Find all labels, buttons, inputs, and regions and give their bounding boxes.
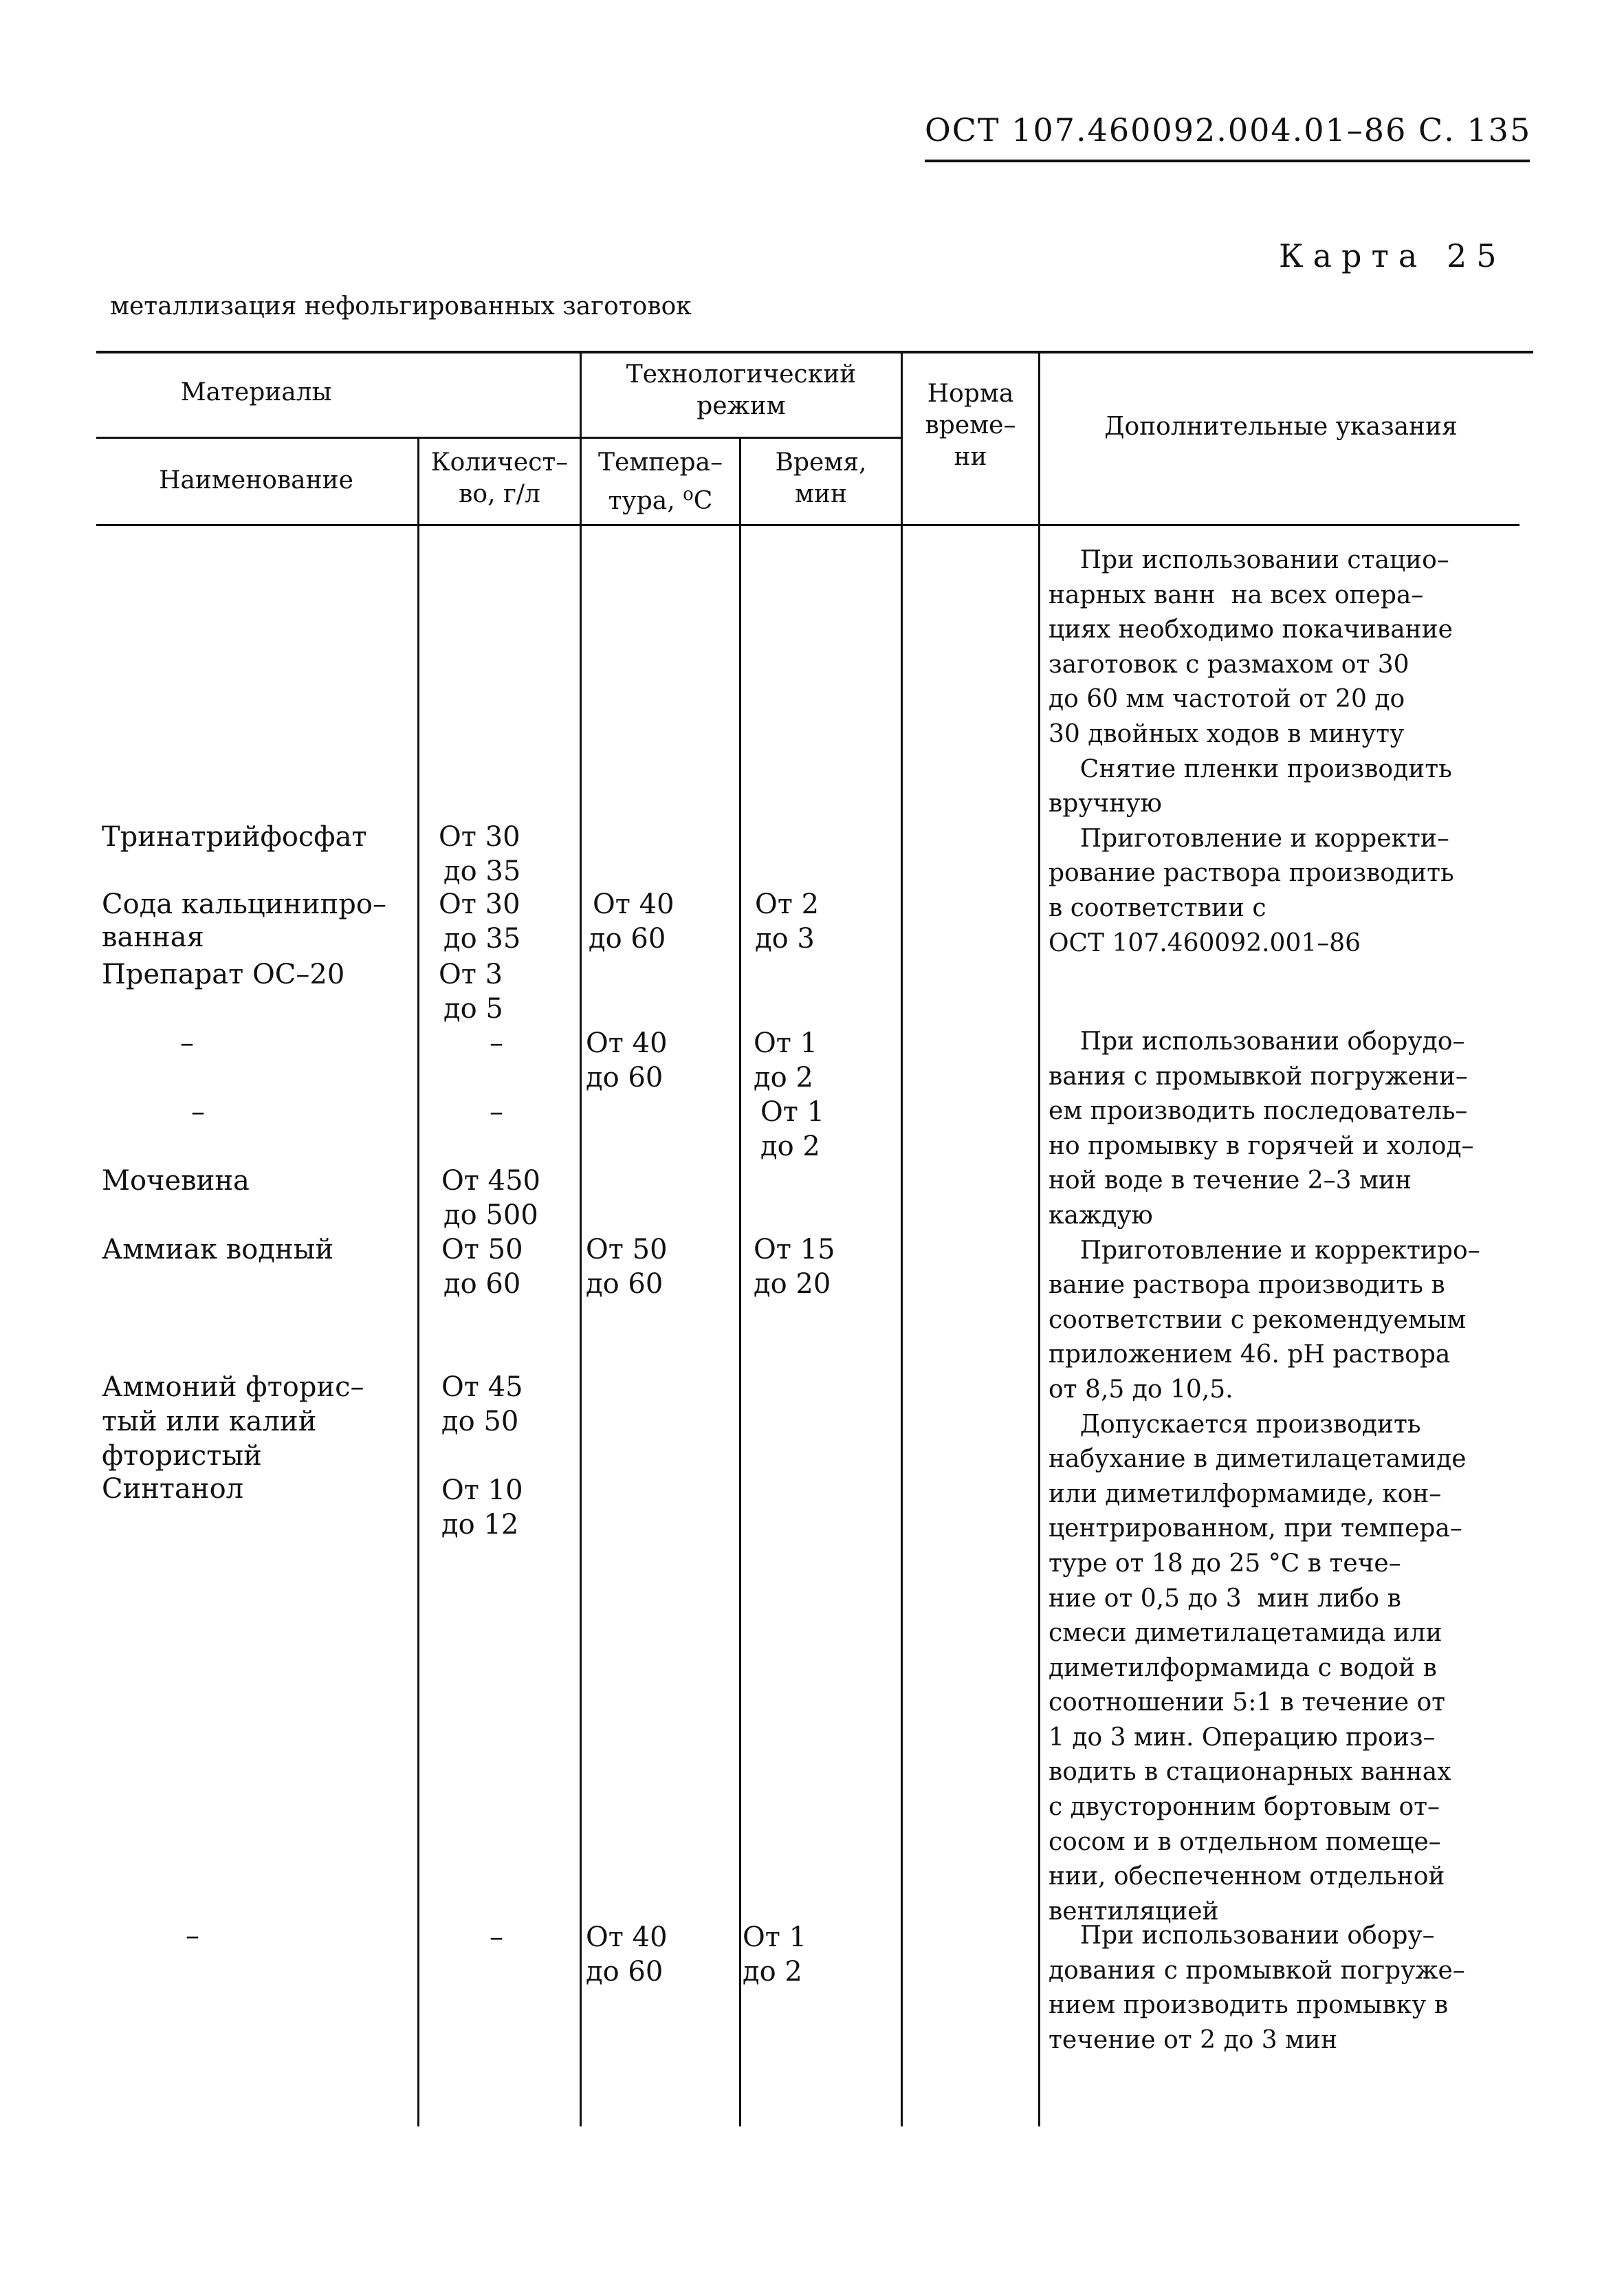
header-quantity	[419, 447, 580, 510]
row3-qty-to: до 5	[443, 993, 503, 1025]
col-divider-time	[901, 352, 903, 2126]
header-temperature	[582, 447, 739, 517]
header-temperature-line1: Темпера–	[597, 448, 723, 477]
row1-qty-to: до 35	[443, 856, 521, 887]
header-mid-border	[96, 437, 901, 439]
header-tech-mode-line1: Технологический	[626, 360, 857, 389]
note-line: ной воде в течение 2–3 мин	[1049, 1166, 1412, 1195]
note-line: центрированном, при темпера–	[1049, 1514, 1462, 1543]
page-subtitle: металлизация нефольгированных заготовок	[110, 292, 692, 320]
row1-name: Тринатрийфосфат	[102, 821, 367, 853]
header-quantity-line1: Количест–	[430, 448, 569, 477]
note-line: нарных ванн на всех опера–	[1049, 580, 1424, 609]
header-tech-mode-line2: режим	[696, 392, 786, 420]
row7-qty-to: до 60	[443, 1268, 521, 1300]
row9-qty-to: до 12	[441, 1509, 519, 1541]
note-line: вентиляцией	[1049, 1897, 1219, 1926]
note-line: ние от 0,5 до 3 мин либо в	[1049, 1584, 1401, 1613]
row3-qty-from: От 3	[439, 959, 503, 990]
note-line: соотношении 5:1 в течение от	[1049, 1688, 1446, 1717]
note-line: в соответствии с	[1049, 893, 1266, 922]
note-line: ОСТ 107.460092.001–86	[1049, 928, 1361, 957]
row4-temp-from: От 40	[586, 1027, 668, 1059]
row6-qty-from: От 450	[441, 1165, 540, 1197]
header-name: Наименование	[159, 466, 353, 494]
header-norm-line2: време–	[925, 411, 1016, 439]
note-line: заготовок с размахом от 30	[1049, 650, 1409, 679]
note-line: туре от 18 до 25 °С в тече–	[1049, 1549, 1401, 1578]
row2-time-to: до 3	[755, 923, 815, 955]
row2-name-line2: ванная	[102, 922, 204, 953]
note-line: течение от 2 до 3 мин	[1049, 2025, 1338, 2054]
note-line: вание раствора производить в	[1049, 1271, 1445, 1300]
row6-qty-to: до 500	[443, 1199, 538, 1231]
note-line: водить в стационарных ваннах	[1049, 1758, 1451, 1787]
row4-time-from: От 1	[754, 1027, 818, 1059]
row2-name-line1: Сода кальцинипро–	[102, 889, 386, 920]
note-line: с двусторонним бортовым от–	[1049, 1793, 1440, 1822]
row2-qty-to: до 35	[443, 923, 521, 955]
col-divider-temp	[739, 438, 741, 2126]
row9-qty-from: От 10	[441, 1474, 523, 1506]
note-line: Приготовление и корректи–	[1049, 824, 1449, 853]
card-label: Карта 25	[1279, 237, 1506, 274]
note-line: нии, обеспеченном отдельной	[1049, 1862, 1445, 1891]
note-line: При использовании обору–	[1049, 1922, 1435, 1950]
row10-time-to: до 2	[743, 1956, 802, 1988]
note-line: но промывку в горячей и холод–	[1049, 1131, 1474, 1160]
row5-name: –	[191, 1096, 205, 1128]
row2-qty-from: От 30	[439, 889, 520, 920]
note-line: приложением 46. рН раствора	[1049, 1340, 1451, 1369]
row5-time-from: От 1	[760, 1096, 825, 1128]
note-line: диметилформамида с водой в	[1049, 1653, 1437, 1682]
note-line: Допускается производить	[1049, 1410, 1421, 1439]
note-line: дования с промывкой погруже–	[1049, 1956, 1465, 1985]
header-quantity-line2: во, г/л	[459, 480, 540, 508]
header-underline	[925, 160, 1530, 162]
note-line: вручную	[1049, 790, 1162, 818]
note-line: каждую	[1049, 1201, 1153, 1230]
header-tech-mode	[582, 359, 901, 422]
row4-name: –	[180, 1027, 194, 1059]
row8-name-line1: Аммоний фторис–	[102, 1371, 364, 1403]
table-top-border	[96, 351, 1533, 353]
note-line: При использовании стацио–	[1049, 546, 1449, 574]
row7-time-to: до 20	[754, 1268, 831, 1300]
note-line: смеси диметилацетамида или	[1049, 1619, 1442, 1648]
row2-temp-to: до 60	[589, 923, 666, 955]
note-line: или диметилформамиде, кон–	[1049, 1479, 1442, 1508]
header-norm-line3: ни	[954, 443, 987, 471]
row1-qty-from: От 30	[439, 821, 520, 853]
row10-time-from: От 1	[743, 1922, 807, 1953]
row5-qty: –	[490, 1096, 503, 1128]
header-norm-line1: Норма	[927, 380, 1014, 408]
note-line: Приготовление и корректиро–	[1049, 1236, 1480, 1265]
notes-block-2	[1049, 1025, 1480, 1929]
row10-name: –	[186, 1920, 199, 1952]
header-time	[741, 447, 901, 510]
header-norm-time	[903, 378, 1038, 473]
note-line: соответствии с рекомендуемым	[1049, 1305, 1467, 1334]
row2-time-from: От 2	[755, 889, 820, 920]
header-extra-notes: Дополнительные указания	[1104, 413, 1458, 441]
note-line: сосом и в отдельном помеще–	[1049, 1827, 1441, 1856]
header-temperature-line2	[582, 479, 739, 517]
row10-qty: –	[490, 1922, 503, 1953]
row8-qty-from: От 45	[441, 1371, 523, 1403]
header-time-line2: мин	[795, 480, 847, 508]
row2-temp-from: От 40	[593, 889, 674, 920]
row9-name: Синтанол	[102, 1473, 244, 1505]
note-line: рование раствора производить	[1049, 859, 1454, 888]
note-line: 30 двойных ходов в минуту	[1049, 719, 1405, 748]
row10-temp-to: до 60	[586, 1956, 663, 1988]
row4-temp-to: до 60	[586, 1062, 663, 1093]
notes-block-3	[1049, 1919, 1465, 2058]
notes-block-1	[1049, 543, 1454, 961]
header-bottom-border	[96, 524, 1519, 526]
row7-temp-from: От 50	[586, 1234, 668, 1265]
note-line: вания с промывкой погружени–	[1049, 1062, 1468, 1091]
col-divider-norm	[1038, 352, 1040, 2126]
row8-name-line3: фтористый	[102, 1440, 262, 1472]
col-divider-name	[417, 438, 419, 2126]
row3-name: Препарат ОС–20	[102, 959, 345, 990]
degree-mark: о	[683, 484, 694, 505]
note-line: до 60 мм частотой от 20 до	[1049, 685, 1405, 714]
row7-temp-to: до 60	[586, 1268, 663, 1300]
row7-time-from: От 15	[754, 1234, 835, 1265]
row6-name: Мочевина	[102, 1165, 250, 1197]
header-time-line1: Время,	[775, 448, 867, 477]
note-line: ем производить последователь–	[1049, 1097, 1468, 1126]
row10-temp-from: От 40	[586, 1922, 668, 1953]
row4-qty: –	[490, 1027, 503, 1059]
note-line: циях необходимо покачивание	[1049, 616, 1453, 644]
row7-qty-from: От 50	[441, 1234, 523, 1265]
row8-qty-to: до 50	[441, 1406, 519, 1437]
temperature-label: тура,	[608, 487, 683, 515]
note-line: нием производить промывку в	[1049, 1991, 1449, 2020]
note-line: 1 до 3 мин. Операцию произ–	[1049, 1723, 1436, 1752]
document-reference: ОСТ 107.460092.004.01–86 С. 135	[925, 111, 1532, 149]
note-line: от 8,5 до 10,5.	[1049, 1375, 1233, 1404]
row4-time-to: до 2	[754, 1062, 813, 1093]
row5-time-to: до 2	[760, 1131, 820, 1162]
temperature-unit: C	[693, 487, 713, 515]
col-divider-qty	[580, 352, 582, 2126]
row7-name: Аммиак водный	[102, 1234, 334, 1265]
note-line: Снятие пленки производить	[1049, 754, 1452, 783]
note-line: набухание в диметилацетамиде	[1049, 1445, 1467, 1474]
note-line: При использовании оборудо–	[1049, 1027, 1465, 1056]
row8-name-line2: тый или калий	[102, 1406, 317, 1437]
header-materials: Материалы	[180, 378, 332, 406]
